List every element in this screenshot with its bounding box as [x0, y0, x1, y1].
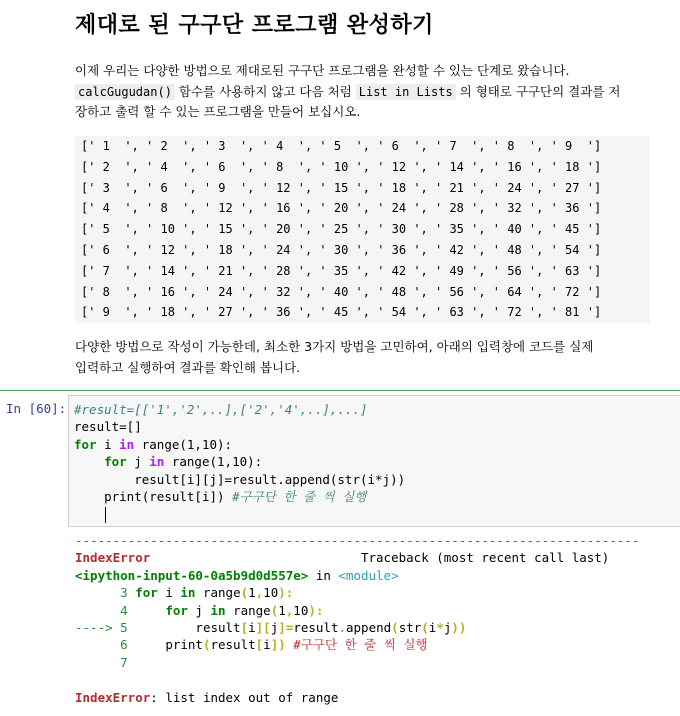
traceback-line-3: 3 [120, 585, 128, 601]
gugudan-row: [' 6 ', ' 12 ', ' 18 ', ' 24 ', ' 30 ', ' 36 ', ' 42 ', ' 48 ', ' 54 '] [81, 242, 602, 257]
gugudan-row: [' 1 ', ' 2 ', ' 3 ', ' 4 ', ' 5 ', ' 6 ', ' 7 ', ' 8 ', ' 9 '] [81, 139, 602, 153]
code-line-2: result=[] [74, 419, 142, 435]
traceback-label: Traceback (most recent call last) [360, 550, 610, 566]
gugudan-table-block [75, 136, 650, 323]
traceback-line-4: 4 [120, 602, 128, 618]
gugudan-row: [' 7 ', ' 14 ', ' 21 ', ' 28 ', ' 35 ', ' 42 ', ' 49 ', ' 56 ', ' 63 '] [81, 263, 602, 278]
cell-output: --------------------------------------------------------------------------- IndexError Traceback (most recent call last) <ipython-input-60-0a5b9d0d557e> in <module> 3 for i in range(1,10): 4 for j in range(1,10): ----> 5 result[i][j]=result.append(str(i*j)) 6 print(result[i]) #구구단 한 줄 씩 실행 7 IndexError: list index out of range [75, 533, 640, 705]
instruction-line-2: 입력하고 실행하여 결과를 확인해 봅니다. [75, 359, 301, 375]
error-message: : list index out of range [150, 689, 339, 705]
intro-line-3: 장하고 출력 할 수 있는 프로그램을 만들어 보십시오. [75, 104, 361, 119]
code-comment-2: #구구단 한 줄 씩 실행 [232, 489, 367, 505]
traceback-module: <module> [338, 567, 399, 583]
traceback-line-5: 5 [120, 620, 128, 636]
gugudan-row: [' 2 ', ' 4 ', ' 6 ', ' 8 ', ' 10 ', ' 12 ', ' 14 ', ' 16 ', ' 18 '] [81, 159, 602, 174]
error-rule: --------------------------------------------------------------------------- [75, 533, 640, 548]
intro-mid-1: 함수를 사용하지 않고 다음 처럼 [174, 83, 356, 99]
inline-code-calcgugudan: calcGugudan() [75, 84, 175, 100]
gugudan-row: [' 4 ', ' 8 ', ' 12 ', ' 16 ', ' 20 ', ' 24 ', ' 28 ', ' 32 ', ' 36 '] [81, 201, 602, 216]
instruction-line-1: 다양한 방법으로 작성이 가능한데, 최소한 3가지 방법을 고민하여, 아래의 입력창에 코드를 실제 [75, 339, 594, 354]
code-range-2: range(1,10): [171, 454, 263, 470]
gugudan-row: [' 9 ', ' 18 ', ' 27 ', ' 36 ', ' 45 ', ' 54 ', ' 63 ', ' 72 ', ' 81 '] [81, 305, 602, 320]
input-prompt: In [60]: [6, 401, 67, 416]
intro-paragraph [75, 61, 670, 123]
page-title: 제대로 된 구구단 프로그램 완성하기 [75, 13, 434, 38]
gugudan-row: [' 5 ', ' 10 ', ' 15 ', ' 20 ', ' 25 ', ' 30 ', ' 35 ', ' 40 ', ' 45 '] [81, 222, 602, 237]
code-editor[interactable]: #result=[['1','2',..],['2','4',..],...] result=[] for i in range(1,10): for j in range(1,10): result[i][j]=result.append(str(i*j)) print(result[i]) #구구단 한 줄 씩 실행 [74, 401, 405, 523]
text-cursor [105, 507, 106, 523]
code-line-5: result[i][j]=result.append(str(i*j)) [134, 471, 406, 487]
intro-mid-2: 의 형태로 구구단의 결과를 저 [455, 83, 621, 99]
traceback-arrow: ----> [75, 620, 113, 636]
traceback-in: in [308, 567, 339, 583]
error-type-header: IndexError [75, 550, 151, 566]
traceback-file-link: <ipython-input-60-0a5b9d0d557e> [75, 567, 309, 583]
gugudan-row: [' 3 ', ' 6 ', ' 9 ', ' 12 ', ' 15 ', ' 18 ', ' 21 ', ' 24 ', ' 27 '] [81, 180, 602, 195]
error-type-final: IndexError [75, 689, 151, 705]
inline-code-list-in-lists: List in Lists [356, 84, 456, 100]
code-range-1: range(1,10): [141, 436, 233, 452]
gugudan-row: [' 8 ', ' 16 ', ' 24 ', ' 32 ', ' 40 ', ' 48 ', ' 56 ', ' 64 ', ' 72 '] [81, 284, 602, 299]
code-comment-1: #result=[['1','2',..],['2','4',..],...] [74, 402, 368, 417]
cell-selection-bar [0, 390, 680, 391]
code-print-call: print(result[i]) [104, 489, 225, 505]
instruction-paragraph [75, 337, 670, 378]
traceback-line-7: 7 [120, 654, 128, 670]
intro-line-1: 이제 우리는 다양한 방법으로 제대로된 구구단 프로그램을 완성할 수 있는 단계로 왔습니다. [75, 63, 570, 78]
